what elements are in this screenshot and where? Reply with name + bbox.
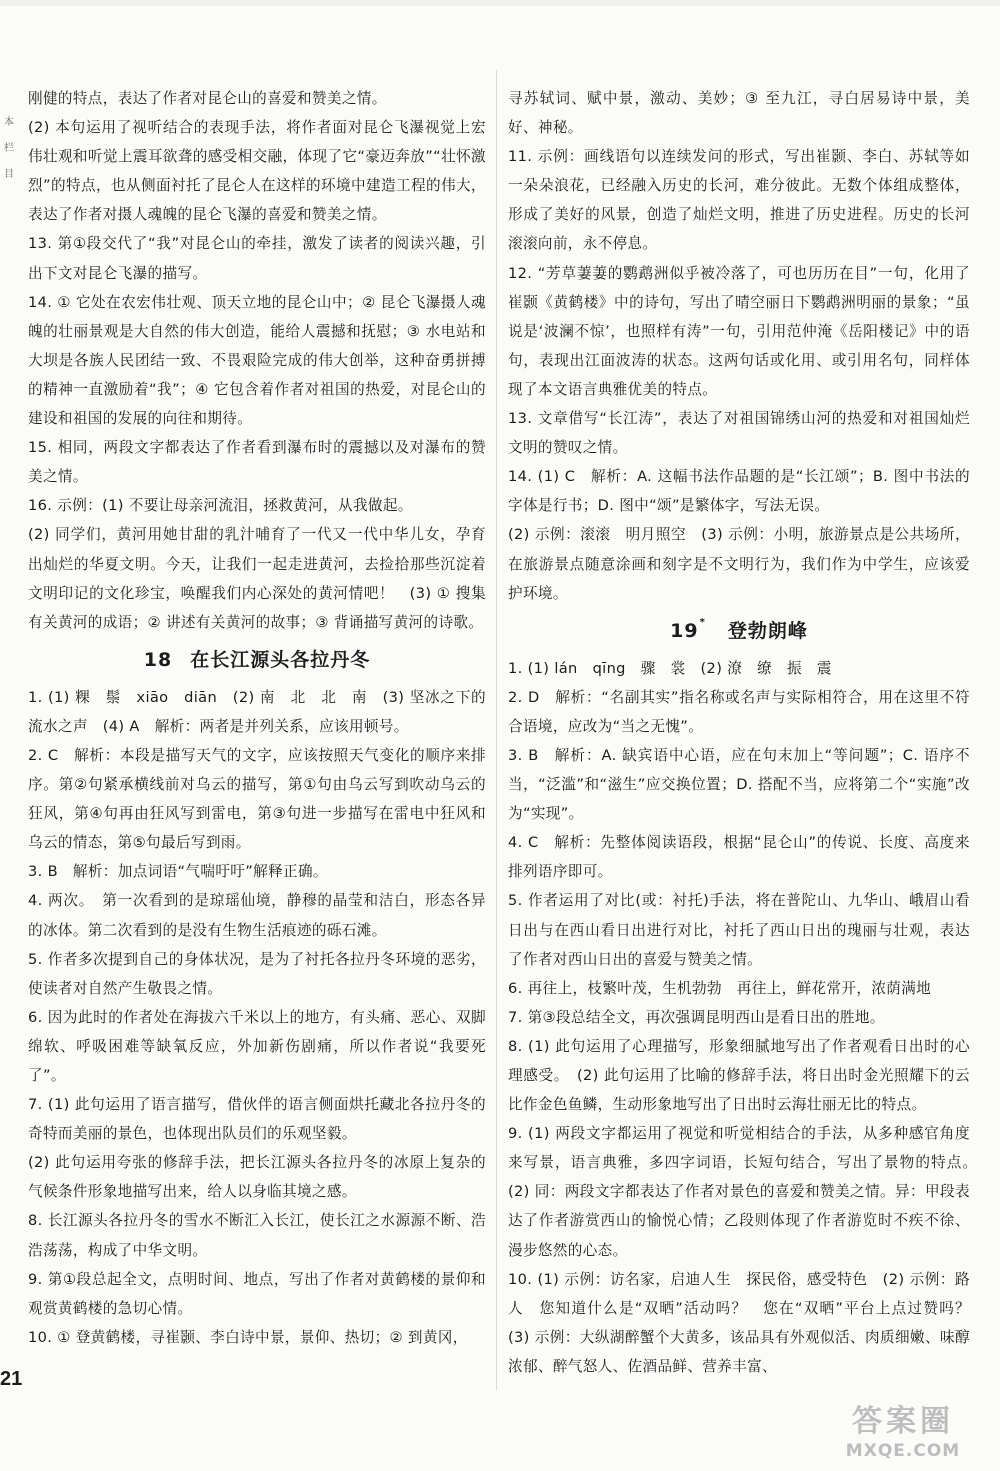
section-heading xyxy=(508,608,970,654)
answer-paragraph: (2) 此句运用夸张的修辞手法，把长江源头各拉丹冬的冰原上复杂的气候条件形象地描写出来，给人以身临其境之感。 xyxy=(28,1154,486,1201)
answer-paragraph: 3. B 解析：A. 缺宾语中心语，应在句末加上“等问题”；C. 语序不当，“泛滥”和“滋生”应交换位置；D. 搭配不当，应将第二个“实施”改为“实现”。 xyxy=(508,746,970,823)
answer-paragraph: 刚健的特点，表达了作者对昆仑山的喜爱和赞美之情。 xyxy=(28,90,387,107)
answer-paragraph: 14. (1) C 解析：A. 这幅书法作品题的是“长江颂”；B. 图中书法的字体是行书；D. 图中“颂”是繁体字，写法无误。 xyxy=(508,468,970,515)
answer-paragraph: 9. (1) 两段文字都运用了视觉和听觉相结合的手法，从多种感官角度来写景，语言典雅，多四字词语，长短句结合，写出了景物的特点。 (2) 同：两段文字都表达了作者对景色的喜爱和赞美之情。异：甲段表达了作者游赏西山的愉悦心情；乙段则体现了作者游览时不疾不徐、漫步悠然的心态。 xyxy=(508,1125,985,1259)
watermark-text-top: 答案圈 xyxy=(852,1404,954,1439)
answer-paragraph: 1. (1) lán qīng 骤 裳 (2) 潦 缭 振 震 xyxy=(508,659,832,677)
answer-paragraph: 4. C 解析：先整体阅读语段，根据“昆仑山”的传说、长度、高度来排列语序即可。 xyxy=(508,834,970,881)
answer-paragraph: 8. (1) 此句运用了心理描写，形象细腻地写出了作者观看日出时的心理感受。 (2) 此句运用了比喻的修辞手法，将日出时金光照耀下的云比作金色鱼鳞，生动形象地写出了日出时云海壮丽无比的特点。 xyxy=(508,1037,970,1114)
answer-paragraph: 寻苏轼词、赋中景，激动、美妙；③ 至九江，寻白居易诗中景，美好、神秘。 xyxy=(508,90,970,137)
answer-paragraph: 6. 因为此时的作者处在海拔六千米以上的地方，有头痛、恶心、双脚绵软、呼吸困难等缺氧反应，外加新伤剧痛，所以作者说“我要死了”。 xyxy=(28,1008,486,1084)
answer-paragraph: 15. 相同，两段文字都表达了作者看到瀑布时的震撼以及对瀑布的赞美之情。 xyxy=(28,439,486,486)
section-title: 在长江源头各拉丹冬 xyxy=(190,648,371,671)
left-column xyxy=(28,84,486,1352)
answer-paragraph: 7. 第③段总结全文，再次强调昆明西山是看日出的胜地。 xyxy=(508,1008,885,1026)
section-title: 登勃朗峰 xyxy=(727,619,808,642)
column-divider xyxy=(496,70,497,1390)
answer-paragraph: 2. D 解析：“名副其实”指名称或名声与实际相符合，用在这里不符合语境，应改为“当之无愧”。 xyxy=(508,688,970,735)
section-heading xyxy=(28,637,486,683)
answer-paragraph: (2) 示例：滚滚 明月照空 (3) 示例：小明，旅游景点是公共场所，在旅游景点随意涂画和刻字是不文明行为，我们作为中学生，应该爱护环境。 xyxy=(508,526,970,602)
binding-margin-marks: 本栏目 xyxy=(4,117,14,180)
section-number-wrap xyxy=(670,616,728,642)
answer-paragraph: 9. 第①段总起全文，点明时间、地点，写出了作者对黄鹤楼的景仰和观赏黄鹤楼的急切心情。 xyxy=(28,1270,486,1317)
answer-paragraph: (2) 同学们，黄河用她甘甜的乳汁哺育了一代又一代中华儿女，孕育出灿烂的华夏文明。今天，让我们一起走进黄河，去捡拾那些沉淀着文明印记的文化珍宝，唤醒我们内心深处的黄河情吧！ (3) ① 搜集有关黄河的成语；② 讲述有关黄河的故事；③ 背诵描写黄河的诗歌。 xyxy=(28,526,486,631)
answer-paragraph: 11. 示例：画线语句以连续发问的形式，写出崔颢、李白、苏轼等如一朵朵浪花，已经融入历史的长河，难分彼此。无数个体组成整体，形成了美好的风景，创造了灿烂文明，推进了历史进程。历史的长河滚滚向前，永不停息。 xyxy=(508,148,970,253)
answer-paragraph: 1. (1) 粿 鬃 xiāo diān (2) 南 北 北 南 (3) 坚冰之下的流水之声 (4) A 解析：两者是并列关系，应该用顿号。 xyxy=(28,688,486,735)
watermark-logo xyxy=(818,1404,988,1468)
right-column xyxy=(508,84,985,1381)
answer-paragraph: 13. 第①段交代了“我”对昆仑山的牵挂，激发了读者的阅读兴趣，引出下文对昆仑飞瀑的描写。 xyxy=(28,235,486,282)
answer-paragraph: 10. ① 登黄鹤楼，寻崔颢、李白诗中景，景仰、热切；② 到黄冈， xyxy=(28,1328,468,1346)
answer-paragraph: 14. ① 它处在农宏伟壮观、顶天立地的昆仑山中；② 昆仑飞瀑摄人魂魄的壮丽景观是大自然的伟大创造，能给人震撼和抚慰；③ 水电站和大坝是各族人民团结一致、不畏艰险完成的伟大创举，这种奋勇拼搏的精神一直激励着“我”；④ 它包含着作者对祖国的热爱，对昆仑山的建设和祖国的发展的向往和期待。 xyxy=(28,293,486,428)
star-mark: * xyxy=(699,616,706,628)
answer-paragraph: (2) 本句运用了视听结合的表现手法，将作者面对昆仑飞瀑视觉上宏伟壮观和听觉上震耳欲聋的感受相交融，体现了它“豪迈奔放”“壮怀激烈”的特点，也从侧面衬托了昆仑人在这样的环境中建造工程的伟大，表达了作者对摄人魂魄的昆仑飞瀑的喜爱和赞美之情。 xyxy=(28,119,486,224)
top-edge xyxy=(0,0,1000,6)
answer-paragraph: 4. 两次。 第一次看到的是琼瑶仙境，静穆的晶莹和洁白，形态各异的冰体。第二次看到的是没有生物生活痕迹的砾石滩。 xyxy=(28,892,486,939)
answer-paragraph: 10. (1) 示例：访名家，启迪人生 探民俗，感受特色 (2) 示例：路人 您知道什么是“双晒”活动吗？ 您在“双晒”平台上点过赞吗？ (3) 示例：大纵湖醉蟹个大黄多，该品具有外观似活、肉质细嫩、味醇浓郁、醉气怒人、佐酒品鲜、营养丰富、 xyxy=(508,1270,985,1375)
page-number: 21 xyxy=(0,1368,23,1390)
section-number: 18 xyxy=(143,648,173,671)
answer-paragraph: 5. 作者多次提到自己的身体状况，是为了衬托各拉丹冬环境的恶劣，使读者对自然产生敬畏之情。 xyxy=(28,950,486,997)
answer-paragraph: 8. 长江源头各拉丹冬的雪水不断汇入长江，使长江之水源源不断、浩浩荡荡，构成了中华文明。 xyxy=(28,1212,486,1259)
answer-paragraph: 16. 示例：(1) 不要让母亲河流泪，拯救黄河，从我做起。 xyxy=(28,497,413,515)
answer-paragraph: 13. 文章借写“长江涛”，表达了对祖国锦绣山河的热爱和对祖国灿烂文明的赞叹之情。 xyxy=(508,410,970,457)
answer-paragraph: 3. B 解析：加点词语“气喘吁吁”解释正确。 xyxy=(28,863,328,881)
answer-paragraph: 2. C 解析：本段是描写天气的文字，应该按照天气变化的顺序来排序。第②句紧承横线前对乌云的描写，第①句由乌云写到吹动乌云的狂风，第④句再由狂风写到雷电，第③句进一步描写在雷电中狂风和乌云的情态，第⑤句最后写到雨。 xyxy=(28,746,486,852)
answer-paragraph: 7. (1) 此句运用了语言描写，借伙伴的语言侧面烘托藏北各拉丹冬的奇特而美丽的景色，也体现出队员们的乐观坚毅。 xyxy=(28,1096,486,1143)
section-number: 19 xyxy=(670,619,699,642)
answer-paragraph: 12. “芳草萋萋的鹦鹉洲似乎被冷落了，可也历历在目”一句，化用了崔颢《黄鹤楼》中的诗句，写出了晴空丽日下鹦鹉洲明丽的景象；“虽说是‘波澜不惊’，也照样有涛”一句，引用范仲淹《岳阳楼记》中的语句，表现出江面波涛的状态。这两句话或化用、或引用名句，同样体现了本文语言典雅优美的特点。 xyxy=(508,264,970,398)
answer-paragraph: 5. 作者运用了对比(或：衬托)手法，将在普陀山、九华山、峨眉山看日出与在西山看日出进行对比，衬托了西山日出的瑰丽与壮观，表达了作者对西山日出的喜爱与赞美之情。 xyxy=(508,892,970,968)
answer-paragraph: 6. 再往上，枝繁叶茂，生机勃勃 再往上，鲜花常开，浓荫满地 xyxy=(508,979,932,997)
watermark-text-bottom: MXQE.COM xyxy=(845,1441,961,1461)
